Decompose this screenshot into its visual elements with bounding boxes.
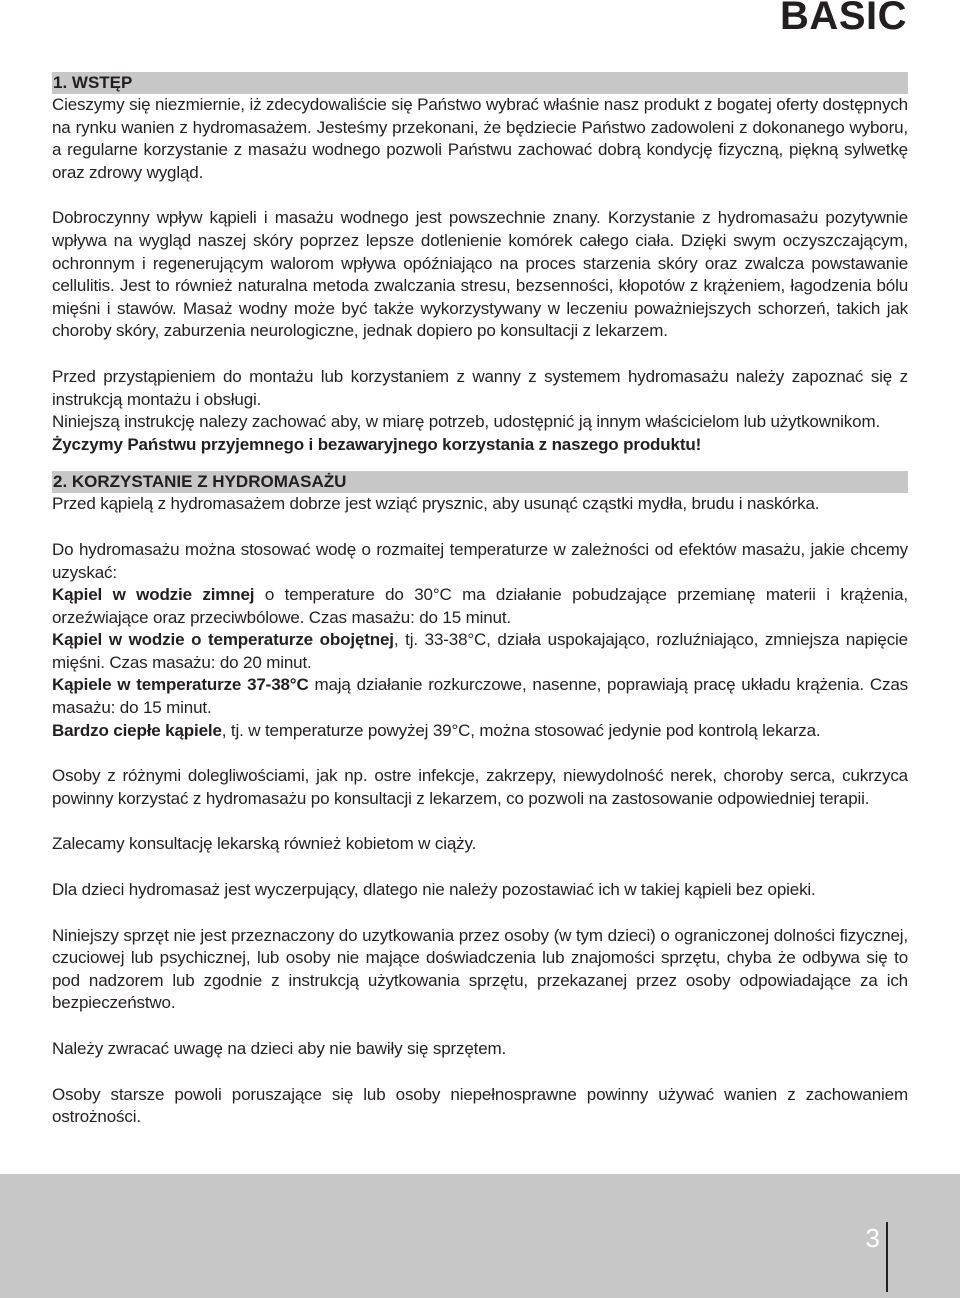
benefits-paragraph: Dobroczynny wpływ kąpieli i masażu wodnego jest powszechnie znany. Korzystanie z hydromasażu pozytywnie wpływa na wygląd naszej skóry poprzez lepsze dotlenienie komórek całego ciała. Dzięki swym oczyszczającym, ochronnym i regenerującym walorom wpływa opóźniająco na proces starzenia skóry oraz zwalcza powstawanie cellulitis. Jest to również naturalna metoda zwalczania stresu, bezsenności, kłopotów z krążeniem, łagodzenia bólu mięśni i stawów. Masaż wodny może być także wykorzystywany w leczeniu poważniejszych schorzeń, takich jak choroby skóry, zaburzenia neurologiczne, jednak dopiero po konsultacji z lekarzem.: [52, 208, 908, 341]
temperature-intro: Do hydromasażu można stosować wodę o rozmaitej temperaturze w zależności od efektów masażu, jakie chcemy uzyskać:: [52, 539, 908, 582]
hot-bath-paragraph: [52, 720, 908, 743]
section-heading-usage: 2. KORZYSTANIE Z HYDROMASAŻU: [52, 471, 908, 493]
page-divider-bar: [886, 1222, 888, 1292]
cold-bath-text: o temperature do 30°C ma działanie pobudzające przemianę materii i krążenia, orzeźwiające oraz przeciwbólowe. Czas masażu: do 15 minut.: [52, 585, 908, 627]
page-number: 3: [865, 1223, 880, 1253]
intro-paragraph: Cieszymy się niezmiernie, iż zdecydowaliście się Państwo wybrać właśnie nasz produkt z bogatej oferty dostępnych na rynku wanien z hydromasażem. Jesteśmy przekonani, że będziecie Państwo zadowoleni z dokonanego wyboru, a regularne korzystanie z masażu wodnego pozwoli Państwu zachować dobrą kondycję fizyczną, piękną sylwetkę oraz zdrowy wygląd.: [52, 95, 908, 182]
keep-manual-paragraph: Niniejszą instrukcję nalezy zachować aby, w miarę potrzeb, udostępnić ją innym właścicielom lub użytkownikom.: [52, 412, 881, 432]
warm-bath-label: Kąpiele w temperaturze 37-38°C: [52, 675, 309, 695]
neutral-bath-paragraph: [52, 629, 908, 674]
children-supervision-paragraph: Należy zwracać uwagę na dzieci aby nie bawiły się sprzętem.: [52, 1039, 507, 1058]
shower-paragraph: Przed kąpielą z hydromasażem dobrze jest wziąć prysznic, aby usunąć cząstki mydła, brudu i naskórka.: [52, 494, 820, 514]
warm-bath-text: mają działanie rozkurczowe, nasenne, poprawiają pracę układu krążenia. Czas masażu: do 15 minut.: [52, 675, 908, 718]
closing-wish: [52, 434, 908, 457]
neutral-bath-text: , tj. 33-38°C, działa uspokajająco, rozluźniająco, zmniejsza napięcie mięśni. Czas masażu: do 20 minut.: [52, 630, 908, 672]
elderly-paragraph: Osoby starsze powoli poruszające się lub osoby niepełnosprawne powinny używać wanien z zachowaniem ostrożności.: [52, 1084, 908, 1127]
brand-title: BASIC: [780, 0, 907, 38]
section-heading-introduction: 1. WSTĘP: [52, 72, 908, 94]
instructions-paragraph: Przed przystąpieniem do montażu lub korzystaniem z wanny z systemem hydromasażu należy zapoznać się z instrukcją montażu i obsługi.: [52, 366, 908, 409]
hot-bath-text: , tj. w temperaturze powyżej 39°C, można stosować jedynie pod kontrolą lekarza.: [221, 720, 821, 740]
document-body: [52, 72, 908, 1129]
medical-conditions-paragraph: Osoby z różnymi dolegliwościami, jak np. ostre infekcje, zakrzepy, niewydolność nerek, choroby serca, cukrzyca powinny korzystać z hydromasażu po konsultacji z lekarzem, co pozwoli na zastosowanie odpowiedniej terapii.: [52, 766, 908, 808]
neutral-bath-label: Kąpiel w wodzie o temperaturze obojętnej: [52, 630, 394, 650]
limited-ability-paragraph: Niniejszy sprzęt nie jest przeznaczony do uzytkowania przez osoby (w tym dzieci) o ograniczonej dolności fizycznej, czuciowej lub psychicznej, lub osoby nie mające doświadczenia lub znajomości sprzętu, chyba że odbywa się to pod nadzorem lub zgodnie z instrukcją użytkowania sprzętu, przekazanej przez osoby odpowiadające za ich bezpieczeństwo.: [52, 925, 908, 1013]
page-footer: [0, 1174, 960, 1298]
pregnancy-paragraph: Zalecamy konsultację lekarską również kobietom w ciąży.: [52, 834, 477, 854]
children-paragraph: Dla dzieci hydromasaż jest wyczerpujący, dlatego nie należy pozostawiać ich w takiej kąpieli bez opieki.: [52, 880, 816, 900]
hot-bath-label: Bardzo ciepłe kąpiele: [52, 720, 222, 740]
closing-wish-text: Życzymy Państwu przyjemnego i bezawaryjnego korzystania z naszego produktu!: [52, 434, 702, 454]
cold-bath-paragraph: [52, 584, 908, 629]
cold-bath-label: Kąpiel w wodzie zimnej: [52, 585, 255, 605]
warm-bath-paragraph: [52, 674, 908, 719]
